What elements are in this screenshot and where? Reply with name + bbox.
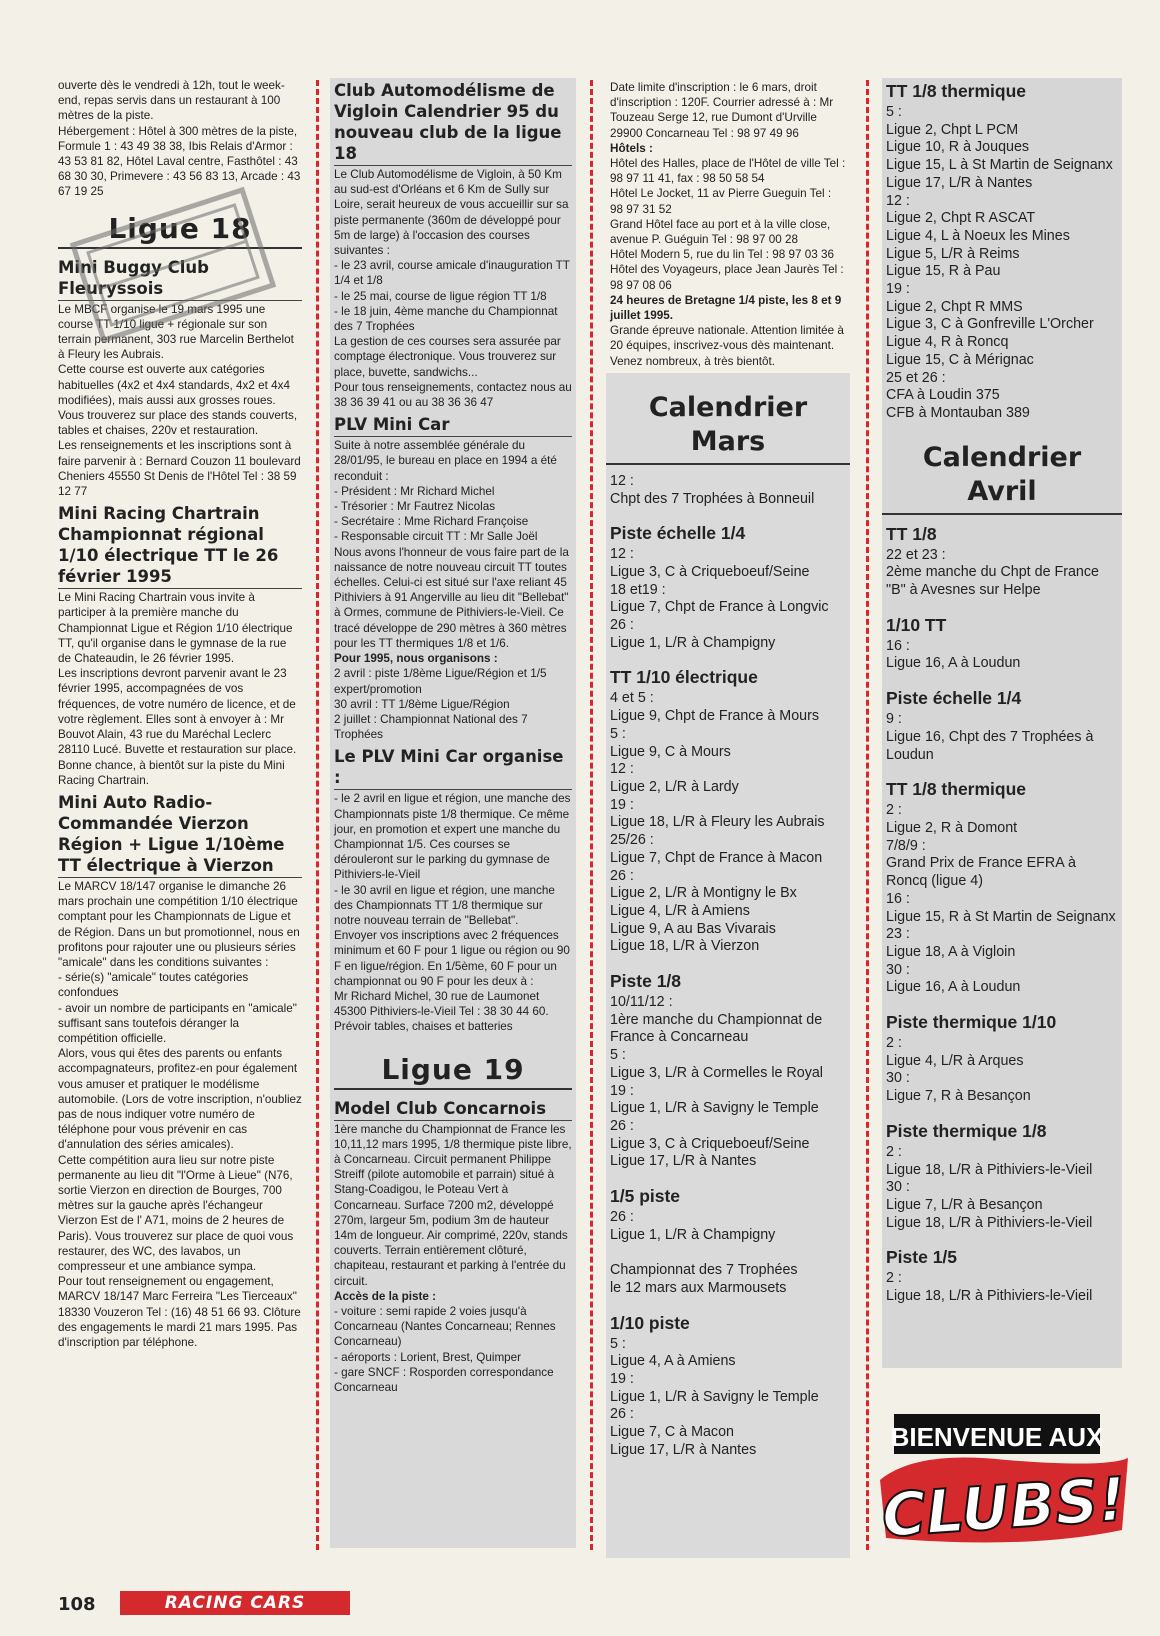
logo-line-2: CLUBS!: [879, 1464, 1129, 1552]
calendar-section-entries: 5 : Ligue 2, Chpt L PCM Ligue 10, R à Jouques Ligue 15, L à St Martin de Seignanx Ligue 17, L/R à Nantes 12 : Ligue 2, Chpt R ASCAT Ligue 4, L à Noeux les Mines Ligue 5, L/R à Reims Ligue 15, R à Pau 19 : Ligue 2, Chpt R MMS Ligue 3, C à Gonfreville L'Orcher Ligue 4, R à Roncq Ligue 15, C à Mérignac 25 et 26 : CFA à Loudin 375 CFB à Montauban 389: [886, 104, 1113, 421]
bretagne-title: 24 heures de Bretagne 1/4 piste, les 8 et 9 juillet 1995.: [610, 293, 842, 323]
calendar-section-title: Piste 1/5: [886, 1247, 958, 1268]
calendar-april-heading: Calendrier Avril: [882, 441, 1122, 515]
article-body: Le MARCV 18/147 organise le dimanche 26 mars prochain une compétition 1/10 électrique comptant pour les Championnats de Ligue et de Région. Dans un but promotionnel, nous en profitons pour rajouter une ou plusieurs séries "amicale" dans les conditions suivantes : - série(s) "amicale" toutes catégories confondues - avoir un nombre de participants en "amicale" suffisant sans toutefois déranger la compétition officielle. Alors, vous qui êtes des parents ou enfants accompagnateurs, profitez-en pour également vous amuser et pratiquer le modélisme automobile. (Lors de votre inscription, n'oubliez pas de nous indiquer votre numéro de téléphone pour vous prévenir en cas d'annulation des séries amicales). Cette compétition aura lieu sur notre piste permanente au lieu dit "l'Orme à Lieue" (N76, sortie Vierzon en direction de Bourges, 700 mètres sur la gauche après l'échangeur Vierzon Est de l' A71, moins de 2 heures de Paris). Vous trouverez sur place de quoi vous restaurer, des WC, des lavabos, un compresseur et une ambiance sympa. Pour tout renseignement ou engagement, MARCV 18/147 Marc Ferreira "Les Tierceaux" 18330 Vouzeron Tel : (16) 48 51 66 93. Clôture des engagements le mardi 21 mars 1995. Pas d'inscription par téléphone.: [58, 879, 302, 1349]
column-3: [606, 78, 850, 1558]
magazine-name: RACING CARS: [120, 1591, 350, 1615]
calendar-section-title: 1/10 piste: [610, 1312, 690, 1333]
calendar-section-title: TT 1/8 thermique: [886, 81, 1027, 101]
column-4: [882, 78, 1122, 1368]
calendar-section-title: Piste thermique 1/8: [886, 1120, 1047, 1141]
article-body: Suite à notre assemblée générale du 28/01/95, le bureau en place en 1994 a été reconduit : - Président : Mr Richard Michel - Trésorier : Mr Fautrez Nicolas - Secrétaire : Mme Richard Françoise - Responsable circuit TT : Mr Salle Joël Nous avons l'honneur de vous faire part de la naissance de notre nouveau circuit TT toutes échelles. Celui-ci est situé sur l'axe reliant 45 Pithiviers à 91 Angerville au lieu dit "Bellebat" à Ormes, commune de Pithiviers-le-Vieil. Ce tracé développe de 290 mètres à 360 mètres pour les TT thermiques 1/8 et 1/6.: [334, 439, 569, 650]
column-separator: [316, 80, 319, 1550]
calendar-section-entries: 5 : Ligue 4, A à Amiens 19 : Ligue 1, L/R à Savigny le Temple 26 : Ligue 7, C à Macon Ligue 17, L/R à Nantes: [610, 1335, 819, 1458]
calendar-section-title: Piste échelle 1/4: [886, 688, 1022, 709]
calendar-march-continued: [882, 80, 1122, 423]
page-footer: [58, 1590, 358, 1618]
bienvenue-aux-clubs-logo: [876, 1410, 1134, 1556]
calendar-march-heading: Calendrier Mars: [606, 391, 850, 465]
hotels-label: Hôtels :: [610, 141, 653, 155]
article-title: Mini Racing Chartrain Championnat régional 1/10 électrique TT le 26 février 1995: [58, 503, 302, 589]
calendar-section-title: TT 1/8 thermique: [886, 779, 1027, 800]
article-list: 2 avril : piste 1/8ème Ligue/Région et 1/5 expert/promotion 30 avril : TT 1/8ème Ligue/Région 2 juillet : Championnat National des 7 Trophées: [334, 667, 547, 742]
calendar-march-list: [606, 473, 850, 1460]
bretagne-body: Grande épreuve nationale. Attention limitée à 20 équipes, inscrivez-vous dès maintenant. Venez nombreux, à très bientôt.: [610, 324, 844, 368]
concarneau-info: [606, 78, 850, 373]
intro-text: ouverte dès le vendredi à 12h, tout le week-end, repas servis dans un restaurant à 100 mètres de la piste. Hébergement : Hôtel à 300 mètres de la piste, Formule 1 : 43 49 38 38, Ibis Relais d'Armor : 43 53 81 82, Hôtel Laval centre, Fasthôtel : 43 68 30 30, Primevere : 43 56 83 13, Arcade : 43 67 19 25: [58, 79, 301, 199]
calendar-section-entries: 2 : Ligue 18, L/R à Pithiviers-le-Vieil: [886, 1270, 1093, 1305]
ligue-18-heading: Ligue 18: [58, 212, 302, 249]
calendar-section-entries: 2 : Ligue 4, L/R à Arques 30 : Ligue 7, R à Besançon: [886, 1035, 1031, 1105]
ligue-19-heading: Ligue 19: [334, 1053, 572, 1090]
article-title: Mini Buggy Club Fleuryssois: [58, 257, 302, 301]
article-title: Mini Auto Radio-Commandée Vierzon Région + Ligue 1/10ème TT électrique à Vierzon: [58, 792, 302, 878]
column-2: [330, 78, 576, 1548]
calendar-section-entries: 26 : Ligue 1, L/R à Champigny Championnat des 7 Trophées le 12 mars aux Marmousets: [610, 1209, 798, 1296]
article-title: Le PLV Mini Car organise :: [334, 746, 572, 790]
article-body: Le Mini Racing Chartrain vous invite à participer à la première manche du Championnat Ligue et Région 1/10 électrique TT, qu'il organise dans le gymnase de la rue de Chateaudin, le 26 février 1995. Les inscriptions devront parvenir avant le 23 février 1995, accompagnées de vos fréquences, de votre numéro de licence, et de votre règlement. Elles sont à envoyer à : Mr Bouvot Alain, 43 rue du Maréchal Leclerc 28110 Lucé. Buvette et restauration sur place. Bonne chance, à bientôt sur la piste du Mini Racing Chartrain.: [58, 591, 297, 787]
calendar-section-entries: 4 et 5 : Ligue 9, Chpt de France à Mours 5 : Ligue 9, C à Mours 12 : Ligue 2, L/R à Lardy 19 : Ligue 18, L/R à Fleury les Aubrais 25/26 : Ligue 7, Chpt de France à Macon 26 : Ligue 2, L/R à Montigny le Bx Ligue 4, L/R à Amiens Ligue 9, A au Bas Vivarais Ligue 18, L/R à Vierzon: [610, 690, 825, 955]
deadline-text: Date limite d'inscription : le 6 mars, droit d'inscription : 120F. Courrier adressé à : Mr Touzeau Serge 12, rue Dumont d'Urville 29900 Concarneau Tel : 98 97 49 96: [610, 81, 834, 140]
column-separator: [866, 80, 869, 1550]
calendar-section-title: TT 1/10 électrique: [610, 667, 758, 688]
article-body: 1ère manche du Championnat de France les 10,11,12 mars 1995, 1/8 thermique piste libre, à Concarneau. Circuit permanent Philippe Streiff (pilote automobile et parrain) situé à Stang-Coadigou, le Poteau Vert à Concarneau. Surface 7200 m2, développé 270m, largeur 5m, podium 3m de hauteur 14m de longueur. Air comprimé, 220v, stands couverts. Terrain entièrement clôturé, chapiteau, restaurant et parking à l'entrée du circuit.: [334, 1122, 572, 1288]
calendar-section-title: 1/10 TT: [886, 614, 947, 635]
calendar-section-entries: 12 : Chpt des 7 Trophées à Bonneuil: [610, 472, 815, 507]
article-body: Le MBCF organise le 19 mars 1995 une course TT 1/10 ligue + régionale sur son terrain permanent, 303 rue Marcelin Berthelot à Fleury les Aubrais. Cette course est ouverte aux catégories habituelles (4x2 et 4x4 standards, 4x2 et 4x4 modifiées), mais aussi aux grosses roues. Vous trouverez sur place des stands couverts, tables et chaises, 220v et restauration. Les renseignements et les inscriptions sont à faire parvenir à : Bernard Couzon 11 boulevard Cheniers 45550 St Denis de l'Hôtel Tel : 38 59 12 77: [58, 302, 301, 499]
hotels-list: Hôtel des Halles, place de l'Hôtel de ville Tel : 98 97 11 41, fax : 98 50 58 54 Hôtel Le Jocket, 11 av Pierre Gueguin Tel : 98 97 31 52 Grand Hôtel face au port et à la ville close, avenue P. Guéguin Tel : 98 97 00 28 Hôtel Modern 5, rue du lin Tel : 98 97 03 36 Hôtel des Voyageurs, place Jean Jaurès Tel : 98 97 08 06: [610, 157, 846, 292]
article-list: - voiture : semi rapide 2 voies jusqu'à Concarneau (Nantes Concarneau; Rennes Concarneau) - aéroports : Lorient, Brest, Quimper - gare SNCF : Rosporden correspondance Concarneau: [334, 1305, 556, 1395]
calendar-april-list: [882, 523, 1122, 1306]
calendar-section-entries: 2 : Ligue 2, R à Domont 7/8/9 : Grand Prix de France EFRA à Roncq (ligue 4) 16 : Ligue 15, R à St Martin de Seignanx 23 : Ligue 18, A à Vigloin 30 : Ligue 16, A à Loudun: [886, 802, 1116, 996]
logo-line-1: BIENVENUE AUX: [890, 1422, 1104, 1452]
article-subheading: Pour 1995, nous organisons :: [334, 652, 498, 666]
article-title: Model Club Concarnois: [334, 1098, 572, 1121]
column-separator: [590, 80, 593, 1550]
article-title: PLV Mini Car: [334, 414, 572, 437]
page-number: 108: [58, 1594, 96, 1615]
calendar-section-entries: 12 : Ligue 3, C à Criqueboeuf/Seine 18 et19 : Ligue 7, Chpt de France à Longvic 26 : Ligue 1, L/R à Champigny: [610, 546, 829, 651]
calendar-section-title: Piste thermique 1/10: [886, 1012, 1057, 1033]
article-title: Club Automodélisme de Vigloin Calendrier 95 du nouveau club de la ligue 18: [334, 80, 572, 166]
article-body: Le Club Automodélisme de Vigloin, à 50 Km au sud-est d'Orléans et 6 Km de Sully sur Loire, serait heureux de vous accueillir sur sa piste permanente (360m de développé pour 5m de large) à l'occasion des courses suivantes : - le 23 avril, course amicale d'inauguration TT 1/4 et 1/8 - le 25 mai, course de ligue région TT 1/8 - le 18 juin, 4ème manche du Championnat des 7 Trophées La gestion de ces courses sera assurée par comptage électronique. Vous trouverez sur place, buvette, sandwichs... Pour tous renseignements, contactez nous au 38 36 39 41 ou au 38 36 36 47: [334, 168, 572, 410]
calendar-section-title: Piste échelle 1/4: [610, 523, 746, 544]
article-body: - le 2 avril en ligue et région, une manche des Championnats piste 1/8 thermique. Ce même jour, en promotion et expert une manche du Championnat 1/5. Ces courses se dérouleront sur le parking du gymnase de Pithiviers-le-Vieil - le 30 avril en ligue et région, une manche des Championnats TT 1/8 thermique sur notre nouveau terrain de "Bellebat". Envoyer vos inscriptions avec 2 fréquences minimum et 60 F pour 1 ligue ou région ou 90 F en ligue/région. En 1/5ème, 60 F pour un championnat ou 90 F pour les deux à : Mr Richard Michel, 30 rue de Laumonet 45300 Pithiviers-le-Vieil Tel : 38 30 44 60. Prévoir tables, chaises et batteries: [334, 792, 571, 1034]
calendar-section-title: TT 1/8: [886, 523, 937, 544]
calendar-section-entries: 22 et 23 : 2ème manche du Chpt de France "B" à Avesnes sur Helpe: [886, 546, 1099, 599]
calendar-section-title: Piste 1/8: [610, 971, 682, 992]
calendar-section-title: 1/5 piste: [610, 1186, 681, 1207]
calendar-section-entries: 2 : Ligue 18, L/R à Pithiviers-le-Vieil 30 : Ligue 7, L/R à Besançon Ligue 18, L/R à Pithiviers-le-Vieil: [886, 1143, 1093, 1231]
article-subheading: Accès de la piste :: [334, 1289, 436, 1303]
calendar-section-entries: 9 : Ligue 16, Chpt des 7 Trophées à Loudun: [886, 711, 1094, 763]
calendar-section-entries: 16 : Ligue 16, A à Loudun: [886, 637, 1021, 672]
calendar-section-entries: 10/11/12 : 1ère manche du Championnat de France à Concarneau 5 : Ligue 3, L/R à Cormelles le Royal 19 : Ligue 1, L/R à Savigny le Temple 26 : Ligue 3, C à Criqueboeuf/Seine Ligue 17, L/R à Nantes: [610, 994, 823, 1170]
